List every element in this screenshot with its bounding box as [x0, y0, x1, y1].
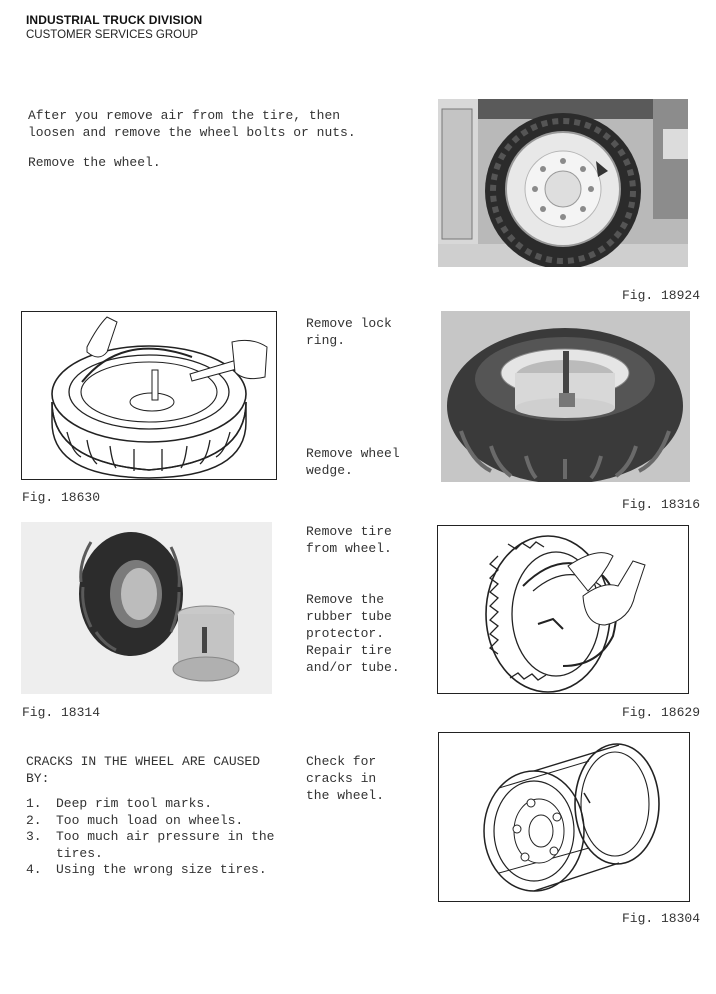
remove-wheel-wedge-instruction: Remove wheel wedge.	[306, 446, 400, 478]
photo-forklift-wheel	[438, 99, 688, 267]
check-cracks-instruction: Check for cracks in the wheel.	[306, 754, 385, 803]
photo-tire-removed-from-wheel	[21, 522, 272, 694]
remove-tire-instruction: Remove tire from wheel.	[306, 524, 392, 556]
drawing-remove-lock-ring	[21, 311, 277, 480]
division-title: INDUSTRIAL TRUCK DIVISION	[26, 13, 203, 27]
list-item: 3. Too much air pressure in the tires.	[26, 829, 275, 861]
figure-caption: Fig. 18316	[622, 497, 701, 512]
figure-caption: Fig. 18629	[622, 705, 701, 720]
remove-wheel-instruction: Remove the wheel.	[28, 155, 161, 170]
drawing-wheel-rim	[438, 732, 690, 902]
remove-lock-ring-instruction: Remove lock ring.	[306, 316, 392, 348]
list-item: 2. Too much load on wheels.	[26, 812, 244, 828]
cracks-heading: CRACKS IN THE WHEEL ARE CAUSED BY:	[26, 754, 261, 786]
figure-caption: Fig. 18304	[622, 911, 701, 926]
drawing-remove-tube-protector	[437, 525, 689, 694]
list-item: 4. Using the wrong size tires.	[26, 862, 267, 877]
remove-protector-instruction: Remove the rubber tube protector. Repair tire and/or tube.	[306, 592, 400, 675]
figure-caption: Fig. 18630	[22, 490, 101, 505]
intro-instruction: After you remove air from the tire, then loosen and remove the wheel bolts or nuts.	[28, 108, 356, 140]
figure-caption: Fig. 18314	[22, 705, 101, 720]
causes-list	[26, 796, 296, 879]
list-item: 1. Deep rim tool marks.	[26, 796, 213, 811]
figure-caption: Fig. 18924	[622, 288, 701, 303]
photo-tire-wheel-wedge	[441, 311, 690, 482]
group-subtitle: CUSTOMER SERVICES GROUP	[26, 29, 199, 41]
